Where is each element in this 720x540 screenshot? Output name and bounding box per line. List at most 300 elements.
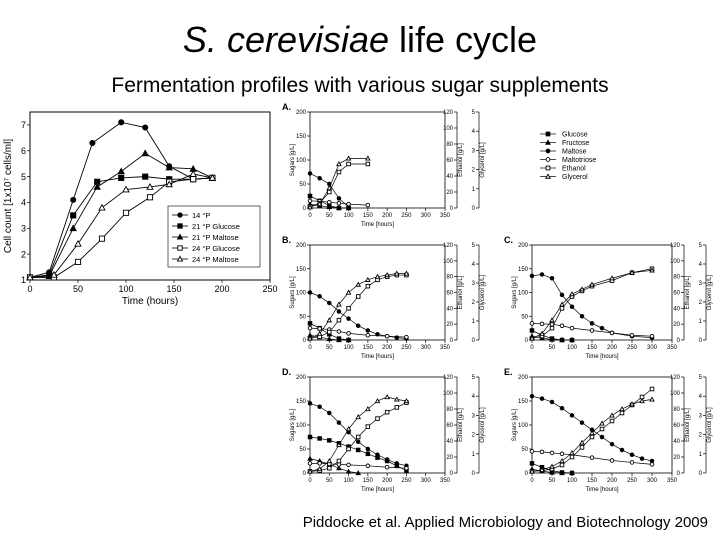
point-A-4-3 xyxy=(337,170,341,174)
point-E-0-0 xyxy=(530,394,534,398)
point-E-4-7 xyxy=(600,427,604,431)
y-axis-label-C: Sugars [g/L] xyxy=(512,276,518,309)
legend-label-0: Glucose xyxy=(562,131,588,139)
point-D-4-7 xyxy=(376,417,380,421)
point-B-2-2 xyxy=(327,337,331,341)
y3-tick-label-E-2: 2 xyxy=(698,432,702,439)
y2-tick-label-B-40: 40 xyxy=(446,306,453,313)
point-A-0-3 xyxy=(337,197,341,201)
point-D-1-9 xyxy=(395,464,399,468)
point-D-1-1 xyxy=(318,437,322,441)
point-D-0-1 xyxy=(318,405,322,409)
x-axis-label-D: Time [hours] xyxy=(360,487,395,493)
x-tick-label-D-250: 250 xyxy=(401,478,412,484)
point-C-5-2 xyxy=(550,318,554,322)
x-tick-label-C-350: 350 xyxy=(666,345,678,351)
citation-year: 2009 xyxy=(674,514,708,531)
y-tick-label-growth-5: 5 xyxy=(20,171,26,182)
y2-tick-label-E-0: 0 xyxy=(676,471,680,477)
y-tick-label-D-150: 150 xyxy=(295,399,306,406)
title-rest: life cycle xyxy=(389,19,538,60)
y-axis-label-growth: Cell count [1x10⁷ cells/ml] xyxy=(3,138,14,254)
y2-tick-label-C-80: 80 xyxy=(673,274,680,281)
x-tick-label-growth-0: 0 xyxy=(27,284,33,294)
y-tick-label-D-50: 50 xyxy=(299,447,306,454)
point-D-1-5 xyxy=(356,448,360,452)
point-C-0-1 xyxy=(540,273,544,277)
point-D-2-5 xyxy=(356,471,360,475)
point-D-5-2 xyxy=(327,459,331,463)
series-line-B-0 xyxy=(310,293,406,339)
x-tick-label-C-250: 250 xyxy=(626,345,638,351)
point-C-3-6 xyxy=(610,331,614,335)
y-tick-label-E-150: 150 xyxy=(517,399,528,406)
y2-tick-label-D-0: 0 xyxy=(449,471,453,477)
point-C-3-3 xyxy=(560,324,564,328)
y2-tick-label-A-120: 120 xyxy=(442,110,453,116)
point-C-0-2 xyxy=(550,276,554,280)
point-C-0-3 xyxy=(560,293,564,297)
point-E-0-9 xyxy=(620,448,624,452)
x-tick-label-B-200: 200 xyxy=(382,345,393,351)
point-D-5-9 xyxy=(395,397,399,401)
point-growth-0-3 xyxy=(90,140,95,145)
legend-label-1: Fructose xyxy=(562,140,590,147)
point-D-4-4 xyxy=(347,447,351,451)
y-tick-label-growth-2: 2 xyxy=(20,249,26,260)
point-growth-2-2 xyxy=(70,225,76,230)
series-C-2 xyxy=(530,334,574,342)
point-B-0-5 xyxy=(356,324,360,328)
y2-tick-label-E-20: 20 xyxy=(673,455,680,461)
point-D-0-2 xyxy=(327,411,331,415)
point-A-3-3 xyxy=(337,201,341,205)
legend-marker-growth-3 xyxy=(178,246,182,250)
legend-marker-5 xyxy=(546,174,550,178)
point-D-2-3 xyxy=(337,466,341,470)
y2-tick-label-E-120: 120 xyxy=(669,375,680,381)
point-growth-0-2 xyxy=(71,197,76,202)
point-E-4-5 xyxy=(580,446,584,450)
legend-growth xyxy=(168,206,260,267)
point-E-0-4 xyxy=(570,414,574,418)
y3-tick-label-B-2: 2 xyxy=(471,300,475,306)
y2-tick-label-C-0: 0 xyxy=(676,338,680,344)
point-B-3-5 xyxy=(366,333,370,337)
y-tick-label-B-100: 100 xyxy=(295,290,306,297)
panel-label-A: A. xyxy=(282,102,291,112)
point-D-4-8 xyxy=(385,410,389,414)
series-line-D-0 xyxy=(310,403,406,465)
point-B-5-9 xyxy=(395,271,399,275)
point-A-3-4 xyxy=(347,202,351,206)
x-tick-label-E-250: 250 xyxy=(626,478,638,484)
point-B-4-2 xyxy=(327,330,331,334)
point-C-5-5 xyxy=(580,287,584,291)
y-tick-label-A-50: 50 xyxy=(299,182,306,189)
x-tick-label-D-100: 100 xyxy=(343,478,354,484)
point-B-5-6 xyxy=(366,278,370,282)
point-E-5-12 xyxy=(650,397,654,401)
y-tick-label-growth-6: 6 xyxy=(20,145,26,156)
x-axis-label-A: Time [hours] xyxy=(360,222,395,228)
point-D-1-8 xyxy=(385,459,389,463)
y3-tick-label-D-0: 0 xyxy=(471,471,475,477)
y2-tick-label-C-120: 120 xyxy=(669,243,680,249)
chart-panel-E xyxy=(504,367,713,493)
point-E-4-8 xyxy=(610,419,614,423)
x-tick-label-E-150: 150 xyxy=(586,478,598,484)
point-B-3-3 xyxy=(337,330,341,334)
y3-tick-label-A-5: 5 xyxy=(471,110,475,116)
y-tick-label-growth-7: 7 xyxy=(20,120,26,131)
x-axis-label-E: Time [hours] xyxy=(585,487,619,493)
plot-frame-B xyxy=(310,245,445,340)
point-C-5-4 xyxy=(570,292,574,296)
y2-tick-label-C-100: 100 xyxy=(669,258,680,265)
y3-tick-label-C-5: 5 xyxy=(698,243,702,249)
point-E-0-11 xyxy=(640,457,644,461)
point-B-3-6 xyxy=(385,334,389,338)
point-growth-2-5 xyxy=(142,150,148,155)
point-D-4-9 xyxy=(395,406,399,410)
y-tick-label-B-50: 50 xyxy=(299,314,306,321)
x-tick-label-B-100: 100 xyxy=(343,345,354,351)
y3-tick-label-E-3: 3 xyxy=(698,413,702,420)
point-D-3-6 xyxy=(385,465,389,469)
title-species: S. cerevisiae xyxy=(182,19,390,60)
y2-tick-label-C-40: 40 xyxy=(673,306,680,313)
y-axis-label-D: Sugars [g/L] xyxy=(290,408,296,442)
point-C-3-0 xyxy=(530,322,534,326)
series-D-5 xyxy=(308,395,409,473)
x-tick-label-D-0: 0 xyxy=(308,478,312,484)
y2-tick-label-E-40: 40 xyxy=(673,439,680,445)
point-E-3-8 xyxy=(650,463,654,467)
point-B-0-6 xyxy=(366,329,370,333)
point-B-4-4 xyxy=(347,307,351,311)
point-D-3-4 xyxy=(347,463,351,467)
x-tick-label-C-200: 200 xyxy=(606,345,618,351)
point-E-0-3 xyxy=(560,406,564,410)
point-growth-1-2 xyxy=(71,213,76,218)
point-E-5-10 xyxy=(630,402,634,406)
y2-tick-label-B-60: 60 xyxy=(446,290,453,297)
point-B-0-1 xyxy=(318,295,322,299)
y3-axis-label-B: Glycerol [g/L] xyxy=(480,274,486,311)
point-C-5-6 xyxy=(590,283,594,287)
x-tick-label-D-200: 200 xyxy=(382,478,393,484)
legend-marker-growth-0 xyxy=(178,213,182,217)
point-B-5-5 xyxy=(356,283,360,287)
point-B-0-4 xyxy=(347,317,351,321)
point-B-5-2 xyxy=(327,318,331,322)
y3-tick-label-C-3: 3 xyxy=(698,281,702,287)
x-tick-label-growth-100: 100 xyxy=(118,284,134,294)
point-E-3-7 xyxy=(630,461,634,465)
citation xyxy=(303,513,708,533)
y-tick-label-A-100: 100 xyxy=(295,158,306,165)
x-tick-label-E-350: 350 xyxy=(666,478,678,484)
y2-axis-label-A: Ethanol [g/L] xyxy=(458,143,464,177)
point-E-0-8 xyxy=(610,442,614,446)
point-C-3-5 xyxy=(590,329,594,333)
point-D-1-0 xyxy=(308,435,312,439)
point-D-5-7 xyxy=(375,399,379,403)
chart-panel-A xyxy=(282,102,486,228)
y2-axis-label-E: Ethanol [g/L] xyxy=(685,408,691,442)
point-D-0-0 xyxy=(308,402,312,406)
legend-marker-growth-1 xyxy=(178,224,182,228)
y-tick-label-E-100: 100 xyxy=(517,423,528,430)
y3-axis-label-A: Glycerol [g/L] xyxy=(480,142,486,178)
y3-tick-label-D-4: 4 xyxy=(471,394,475,401)
point-C-3-8 xyxy=(650,334,654,338)
point-D-3-5 xyxy=(366,464,370,468)
y2-tick-label-A-60: 60 xyxy=(446,158,453,164)
y3-tick-label-B-4: 4 xyxy=(471,262,475,268)
point-D-0-3 xyxy=(337,421,341,425)
x-tick-label-E-0: 0 xyxy=(530,478,534,484)
y2-axis-label-B: Ethanol [g/L] xyxy=(458,275,464,310)
point-B-5-10 xyxy=(404,271,408,275)
y3-tick-label-E-4: 4 xyxy=(698,394,702,401)
y2-axis-label-C: Ethanol [g/L] xyxy=(685,275,691,310)
y-tick-label-A-150: 150 xyxy=(295,134,306,141)
y2-tick-label-B-80: 80 xyxy=(446,274,453,281)
point-C-0-4 xyxy=(570,305,574,309)
point-B-5-8 xyxy=(385,273,389,277)
point-A-5-3 xyxy=(337,162,341,166)
point-E-4-3 xyxy=(560,463,564,467)
point-growth-0-5 xyxy=(143,125,148,130)
y3-tick-label-A-0: 0 xyxy=(471,206,475,212)
x-axis-label-B: Time [hours] xyxy=(360,354,395,360)
series-line-D-3 xyxy=(310,463,406,468)
x-axis-label-growth: Time (hours) xyxy=(121,296,179,307)
point-A-0-1 xyxy=(318,176,322,180)
point-C-3-4 xyxy=(570,326,574,330)
x-axis-label-C: Time [hours] xyxy=(585,354,619,360)
legend-label-2: Maltose xyxy=(562,148,587,156)
y3-tick-label-A-3: 3 xyxy=(471,148,475,155)
point-E-4-4 xyxy=(570,455,574,459)
y2-tick-label-A-80: 80 xyxy=(446,142,453,148)
point-C-4-3 xyxy=(560,307,564,311)
legend-label-5: Glycerol xyxy=(562,174,588,181)
x-tick-label-A-150: 150 xyxy=(362,213,373,219)
point-E-1-0 xyxy=(530,462,534,466)
point-D-5-8 xyxy=(385,395,389,399)
x-tick-label-C-150: 150 xyxy=(586,345,598,351)
slide-subtitle: Fermentation profiles with various sugar supplements xyxy=(111,74,609,97)
point-D-4-3 xyxy=(337,459,341,463)
point-D-4-5 xyxy=(356,435,360,439)
x-tick-label-growth-150: 150 xyxy=(166,284,182,294)
point-E-0-2 xyxy=(550,400,554,404)
y3-tick-label-D-5: 5 xyxy=(471,375,475,381)
point-growth-4-2 xyxy=(75,241,81,246)
point-B-1-0 xyxy=(308,322,312,326)
x-tick-label-A-200: 200 xyxy=(382,213,393,219)
y-tick-label-growth-3: 3 xyxy=(20,223,26,234)
y2-tick-label-B-0: 0 xyxy=(449,338,453,344)
y-axis-label-B: Sugars [g/L] xyxy=(290,276,296,309)
legend-label-growth-3: 24 °P Glucose xyxy=(192,244,240,253)
legend-marker-3 xyxy=(546,158,550,162)
point-A-5-4 xyxy=(347,156,351,160)
point-D-2-0 xyxy=(308,457,312,461)
chart-panel-C xyxy=(504,235,713,360)
series-B-5 xyxy=(308,271,409,340)
y3-tick-label-E-0: 0 xyxy=(698,471,702,477)
y2-tick-label-A-40: 40 xyxy=(446,174,453,180)
point-C-0-5 xyxy=(580,314,584,318)
point-growth-4-7 xyxy=(190,171,196,176)
y3-tick-label-D-3: 3 xyxy=(471,413,475,420)
point-B-5-7 xyxy=(375,275,379,279)
x-tick-label-growth-250: 250 xyxy=(262,284,278,294)
x-tick-label-B-50: 50 xyxy=(325,345,333,351)
panel-label-C: C. xyxy=(504,235,513,245)
point-D-0-6 xyxy=(366,447,370,451)
point-E-5-9 xyxy=(620,407,624,411)
point-D-1-6 xyxy=(366,452,370,456)
point-D-4-2 xyxy=(327,466,331,470)
y2-tick-label-E-80: 80 xyxy=(673,407,680,413)
y2-tick-label-D-40: 40 xyxy=(446,439,453,445)
y2-tick-label-D-120: 120 xyxy=(442,375,453,381)
point-E-5-11 xyxy=(640,399,644,403)
legend-marker-4 xyxy=(546,166,550,170)
y-tick-label-D-100: 100 xyxy=(295,423,306,430)
point-growth-3-7 xyxy=(191,177,196,182)
point-E-3-3 xyxy=(560,452,564,456)
y3-tick-label-C-2: 2 xyxy=(698,300,702,306)
point-B-3-1 xyxy=(318,327,322,331)
y3-axis-label-D: Glycerol [g/L] xyxy=(480,407,486,443)
y2-axis-label-D: Ethanol [g/L] xyxy=(458,408,464,442)
legend-label-3: Maltotriose xyxy=(562,157,597,164)
point-A-5-5 xyxy=(366,156,370,160)
series-D-0 xyxy=(308,402,408,468)
x-tick-label-A-0: 0 xyxy=(308,213,312,219)
point-D-5-10 xyxy=(404,399,408,403)
x-tick-label-B-0: 0 xyxy=(308,345,312,351)
y-tick-label-C-150: 150 xyxy=(517,266,528,273)
legend-label-growth-1: 21 °P Glucose xyxy=(192,222,240,231)
point-E-0-5 xyxy=(580,421,584,425)
series-D-2 xyxy=(308,457,360,475)
point-A-0-0 xyxy=(308,172,312,176)
y2-tick-label-D-20: 20 xyxy=(446,455,453,461)
point-growth-1-5 xyxy=(143,174,148,179)
y3-tick-label-A-4: 4 xyxy=(471,129,475,136)
y3-tick-label-E-1: 1 xyxy=(698,451,702,458)
x-tick-label-E-200: 200 xyxy=(606,478,618,484)
point-D-3-7 xyxy=(405,466,409,470)
x-tick-label-E-50: 50 xyxy=(548,478,556,484)
point-B-3-0 xyxy=(308,326,312,330)
y3-tick-label-B-3: 3 xyxy=(471,281,475,287)
y-tick-label-E-200: 200 xyxy=(517,375,528,382)
point-E-0-1 xyxy=(540,397,544,401)
point-C-5-7 xyxy=(610,276,614,280)
legend-marker-1 xyxy=(546,140,550,144)
y3-tick-label-C-0: 0 xyxy=(698,338,702,344)
point-E-0-7 xyxy=(600,435,604,439)
legend-marker-2 xyxy=(546,149,550,153)
point-C-3-1 xyxy=(540,322,544,326)
chart-panel-growth xyxy=(3,112,278,307)
x-tick-label-A-300: 300 xyxy=(420,213,431,219)
y-tick-label-E-0: 0 xyxy=(524,471,528,478)
point-growth-4-3 xyxy=(99,205,105,210)
y-tick-label-B-0: 0 xyxy=(302,338,306,345)
point-A-1-0 xyxy=(308,194,312,198)
point-D-2-4 xyxy=(347,469,351,473)
point-E-3-0 xyxy=(530,450,534,454)
point-growth-3-2 xyxy=(75,259,80,264)
point-D-1-7 xyxy=(376,456,380,460)
point-C-0-6 xyxy=(590,322,594,326)
y-tick-label-C-50: 50 xyxy=(521,314,528,321)
y2-tick-label-E-60: 60 xyxy=(673,423,680,429)
y2-tick-label-D-80: 80 xyxy=(446,407,453,413)
point-B-4-6 xyxy=(366,284,370,288)
point-E-0-10 xyxy=(630,453,634,457)
y-tick-label-growth-1: 1 xyxy=(20,275,26,286)
series-E-3 xyxy=(530,450,654,467)
y3-axis-label-C: Glycerol [g/L] xyxy=(707,274,713,311)
y3-tick-label-E-5: 5 xyxy=(698,375,702,381)
point-B-0-0 xyxy=(308,291,312,295)
series-line-D-5 xyxy=(310,397,406,471)
point-C-3-7 xyxy=(630,333,634,337)
legend-label-growth-2: 21 °P Maltose xyxy=(192,233,239,242)
panel-label-B: B. xyxy=(282,235,291,245)
point-D-3-1 xyxy=(318,462,322,466)
point-A-4-5 xyxy=(366,162,370,166)
point-B-3-4 xyxy=(347,332,351,336)
y3-tick-label-D-2: 2 xyxy=(471,432,475,439)
y-tick-label-D-200: 200 xyxy=(295,375,306,382)
y2-tick-label-E-100: 100 xyxy=(669,391,680,397)
point-C-4-2 xyxy=(550,326,554,330)
point-growth-3-4 xyxy=(123,210,128,215)
chart-panel-D xyxy=(282,367,486,493)
point-growth-3-3 xyxy=(99,236,104,241)
y-tick-label-E-50: 50 xyxy=(521,447,528,454)
y-axis-label-A: Sugars [g/L] xyxy=(290,143,296,177)
y3-axis-label-E: Glycerol [g/L] xyxy=(707,407,713,443)
y-tick-label-growth-4: 4 xyxy=(20,197,26,208)
y2-tick-label-D-100: 100 xyxy=(442,391,453,397)
point-A-3-0 xyxy=(308,199,312,203)
y2-tick-label-A-0: 0 xyxy=(449,206,453,212)
x-tick-label-C-100: 100 xyxy=(566,345,578,351)
x-tick-label-D-350: 350 xyxy=(439,478,451,484)
point-B-4-3 xyxy=(337,318,341,322)
x-tick-label-growth-50: 50 xyxy=(72,284,84,294)
x-tick-label-C-300: 300 xyxy=(646,345,658,351)
legend-marker-0 xyxy=(546,132,550,136)
y-tick-label-A-0: 0 xyxy=(302,206,306,213)
y2-tick-label-D-60: 60 xyxy=(446,423,453,429)
x-tick-label-D-50: 50 xyxy=(325,478,333,484)
x-tick-label-E-100: 100 xyxy=(566,478,578,484)
x-tick-label-A-350: 350 xyxy=(439,213,451,219)
